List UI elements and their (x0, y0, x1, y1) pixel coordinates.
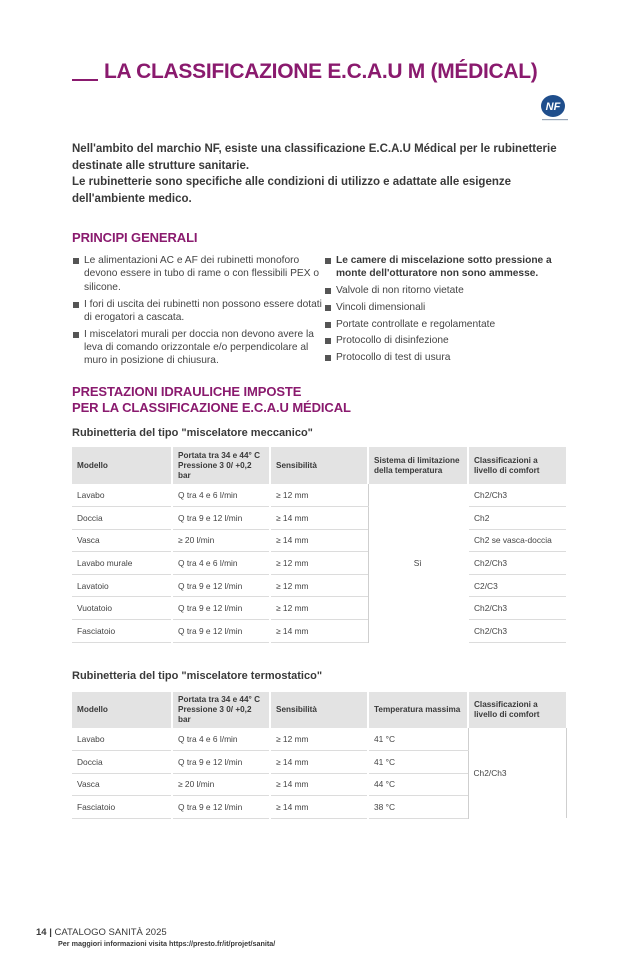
table1-title: Rubinetteria del tipo "miscelatore meccanico" (72, 427, 313, 439)
table-row (72, 529, 566, 552)
table-cell: Lavabo (72, 728, 172, 751)
table-cell: Vasca (72, 773, 172, 796)
comfort-classification-cell: Ch2/Ch3 (468, 728, 566, 818)
table-cell: Q tra 4 e 6 l/min (172, 484, 270, 507)
column-header: Modello (72, 447, 172, 484)
table-cell: ≥ 14 mm (270, 773, 368, 796)
table-row (72, 597, 566, 620)
table-cell: Lavabo (72, 484, 172, 507)
table2-title: Rubinetteria del tipo "miscelatore termostatico" (72, 670, 323, 682)
table-cell: 41 °C (368, 751, 468, 774)
table-cell: Q tra 9 e 12 l/min (172, 574, 270, 597)
table-cell: ≥ 20 l/min (172, 529, 270, 552)
prestazioni-heading-line: PER LA CLASSIFICAZIONE E.C.A.U MÉDICAL (72, 400, 351, 415)
nf-logo (538, 94, 572, 122)
table-header-row (72, 692, 566, 728)
table-header-row (72, 447, 566, 484)
intro-paragraph (72, 141, 562, 207)
prestazioni-heading (72, 384, 351, 416)
intro-line: destinate alle strutture sanitarie. (72, 159, 250, 172)
list-item: I fori di uscita dei rubinetti non possono essere dotati di erogatori a cascata. (72, 298, 322, 325)
prestazioni-heading-line: PRESTAZIONI IDRAULICHE IMPOSTE (72, 384, 302, 399)
list-item: Le camere di miscelazione sotto pressione a monte dell'otturatore non sono ammesse. (324, 254, 564, 281)
list-item: Valvole di non ritorno vietate (324, 284, 564, 297)
table-cell: ≥ 12 mm (270, 574, 368, 597)
column-header: Temperatura massima (368, 692, 468, 728)
principi-left-list (72, 254, 322, 371)
title-accent-line (72, 79, 98, 81)
list-item: Le alimentazioni AC e AF dei rubinetti monoforo devono essere in tubo di rame o con flessibili PEX o silicone. (72, 254, 322, 294)
table-cell: Vasca (72, 529, 172, 552)
intro-line: dell'ambiente medico. (72, 192, 192, 205)
table-cell: C2/C3 (468, 574, 566, 597)
table-cell: Ch2/Ch3 (468, 552, 566, 575)
table-cell: ≥ 14 mm (270, 751, 368, 774)
catalog-name: CATALOGO SANITÀ 2025 (54, 927, 167, 938)
table-row (72, 728, 566, 751)
table-cell: Q tra 9 e 12 l/min (172, 597, 270, 620)
table-cell: Q tra 9 e 12 l/min (172, 620, 270, 643)
table-cell: Fasciatoio (72, 796, 172, 819)
list-item: I miscelatori murali per doccia non devono avere la leva di comando orizzontale e/o perpendicolare al muro in posizione di chiusura. (72, 328, 322, 368)
table-cell: 41 °C (368, 728, 468, 751)
table-cell: ≥ 20 l/min (172, 773, 270, 796)
table-row (72, 620, 566, 643)
column-header: Modello (72, 692, 172, 728)
column-header: Classificazioni a livello di comfort (468, 447, 566, 484)
table-cell: 44 °C (368, 773, 468, 796)
intro-line: Le rubinetterie sono specifiche alle condizioni di utilizzo e adattate alle esigenze (72, 176, 512, 188)
table-cell: Ch2/Ch3 (468, 597, 566, 620)
table-cell: Doccia (72, 507, 172, 530)
table-row (72, 507, 566, 530)
table-cell: ≥ 12 mm (270, 728, 368, 751)
table-cell: Q tra 4 e 6 l/min (172, 552, 270, 575)
table-cell: 38 °C (368, 796, 468, 819)
footer-info-link[interactable]: Per maggiori informazioni visita https://presto.fr/it/projet/sanita/ (58, 939, 276, 948)
table-cell: Ch2 se vasca-doccia (468, 529, 566, 552)
table-cell: Vuotatoio (72, 597, 172, 620)
list-item: Vincoli dimensionali (324, 301, 564, 314)
table-miscelatore-termostatico (72, 692, 567, 819)
page-title: LA CLASSIFICAZIONE E.C.A.U M (MÉDICAL) (104, 60, 538, 83)
page-number: 14 (36, 927, 47, 938)
nf-logo-text: NF (545, 101, 561, 113)
table-row (72, 574, 566, 597)
table-cell: Ch2/Ch3 (468, 620, 566, 643)
table-cell: Q tra 9 e 12 l/min (172, 507, 270, 530)
table-cell: Q tra 4 e 6 l/min (172, 728, 270, 751)
table-cell: ≥ 14 mm (270, 529, 368, 552)
table-cell: Ch2 (468, 507, 566, 530)
table-cell: ≥ 14 mm (270, 620, 368, 643)
table-row (72, 484, 566, 507)
column-header: Sensibilità (270, 447, 368, 484)
list-item: Portate controllate e regolamentate (324, 318, 564, 331)
table-cell: Lavatoio (72, 574, 172, 597)
column-header: Portata tra 34 e 44° C Pressione 3 0/ +0,2 bar (172, 692, 270, 728)
table-cell: ≥ 12 mm (270, 552, 368, 575)
footer-separator: | (49, 927, 52, 938)
principi-right-list (324, 254, 564, 368)
list-item: Protocollo di test di usura (324, 351, 564, 364)
table-cell: Lavabo murale (72, 552, 172, 575)
temperature-limit-cell: Sì (368, 484, 468, 642)
table-miscelatore-meccanico (72, 447, 566, 643)
table-cell: Q tra 9 e 12 l/min (172, 751, 270, 774)
column-header: Classificazioni a livello di comfort (468, 692, 566, 728)
table-cell: Q tra 9 e 12 l/min (172, 796, 270, 819)
intro-line: Nell'ambito del marchio NF, esiste una classificazione E.C.A.U Médical per le rubinetterie (72, 143, 557, 155)
table-cell: ≥ 12 mm (270, 597, 368, 620)
column-header: Sensibilità (270, 692, 368, 728)
principi-heading: PRINCIPI GENERALI (72, 230, 198, 245)
table-cell: Doccia (72, 751, 172, 774)
table-cell: ≥ 14 mm (270, 796, 368, 819)
table-cell: ≥ 12 mm (270, 484, 368, 507)
column-header: Portata tra 34 e 44° C Pressione 3 0/ +0,2 bar (172, 447, 270, 484)
table-cell: Ch2/Ch3 (468, 484, 566, 507)
table-cell: Fasciatoio (72, 620, 172, 643)
table-cell: ≥ 14 mm (270, 507, 368, 530)
footer-page-info (36, 927, 167, 938)
list-item: Protocollo di disinfezione (324, 334, 564, 347)
table-row (72, 552, 566, 575)
column-header: Sistema di limitazione della temperatura (368, 447, 468, 484)
